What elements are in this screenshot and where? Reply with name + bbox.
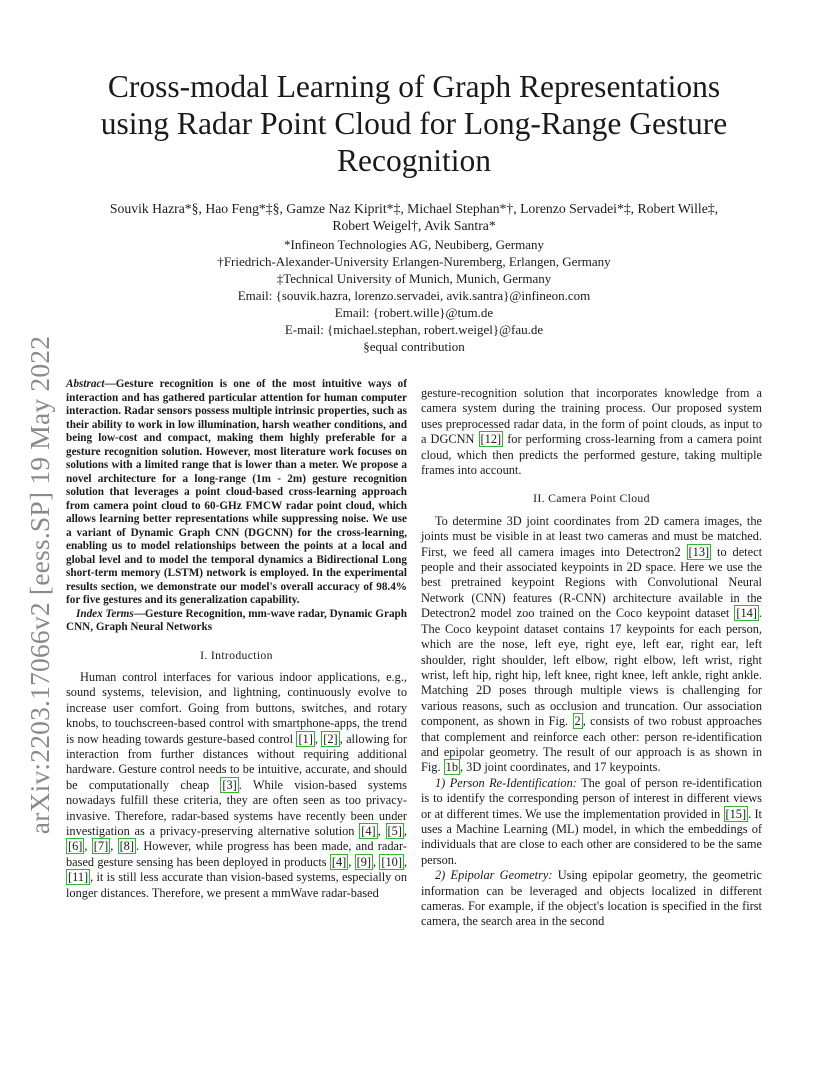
right-column <box>421 386 762 930</box>
email-3: E-mail: {michael.stephan, robert.weigel}@fau.de <box>284 322 544 337</box>
subsection-heading: 1) Person Re-Identification: <box>435 775 577 790</box>
text-run: , consists of two robust approaches that complement and reinforce each other: person re-identification and epipolar geometry. The result of our approach is as shown in Fig. <box>421 714 762 775</box>
author-line-2: Robert Weigel†, Avik Santra* <box>332 218 496 234</box>
affiliation-2: †Friedrich-Alexander-University Erlangen-Nuremberg, Erlangen, Germany <box>217 254 611 269</box>
text-run: , allowing for interaction from further distances without requiring additional hardware. Gesture control needs to be intuitive, accurate, and should be computationally cheap <box>66 731 407 792</box>
text-run: , <box>110 839 118 854</box>
figure-link[interactable]: 1b <box>445 760 458 775</box>
camera-paragraph <box>421 514 762 776</box>
citation-link[interactable]: [11] <box>68 870 89 885</box>
abstract-label: Abstract <box>66 378 105 390</box>
person-reid-paragraph <box>421 776 762 868</box>
text-run: The goal of person re-identification is to identify the corresponding person of interest in different views or at different times. We use the implementation provided in <box>421 775 762 821</box>
figure-link[interactable]: 2 <box>574 714 581 729</box>
intro-paragraph <box>66 670 407 901</box>
section-heading-camera-point-cloud: II. Camera Point Cloud <box>533 491 650 506</box>
citation-link[interactable]: [9] <box>356 854 372 869</box>
email-1: Email: {souvik.hazra, lorenzo.servadei, avik.santra}@infineon.com <box>237 288 591 303</box>
citation-link[interactable]: [4] <box>361 823 376 838</box>
text-run: . While vision-based systems nowadays fulfill these criteria, they are often seen as too privacy-invasive. Therefore, radar-based systems have recently been under investigation as a privacy-preserving alternative solution <box>66 777 407 838</box>
citation-link[interactable]: [2] <box>323 731 338 746</box>
equal-contribution-note: §equal contribution <box>363 339 465 354</box>
author-list <box>66 200 762 234</box>
text-run: , <box>314 731 322 746</box>
author-line-1: Souvik Hazra*§, Hao Feng*‡§, Gamze Naz Kiprit*‡, Michael Stephan*†, Lorenzo Servadei*‡, Robert Wille‡, <box>109 201 719 216</box>
citation-link[interactable]: [6] <box>68 839 83 854</box>
arxiv-stamp: arXiv:2203.17066v2 [eess.SP] 19 May 2022 <box>24 335 55 835</box>
affiliations <box>100 236 728 355</box>
text-run: for performing cross-learning from a camera point cloud, which then predicts the performed gesture, taking multiple frames into account. <box>421 432 762 478</box>
text-run: , 3D joint coordinates, and 17 keypoints. <box>459 760 661 775</box>
text-run: Using epipolar geometry, the geometric information can be leveraged and objects localized in different cameras. For example, if the object's location is specified in the first camera, the search area in the second <box>421 868 762 929</box>
text-run: , <box>403 823 407 838</box>
text-run: , <box>348 854 355 869</box>
citation-link[interactable]: [3] <box>222 777 237 792</box>
citation-link[interactable]: [7] <box>93 839 109 854</box>
paper-title: Cross-modal Learning of Graph Representations using Radar Point Cloud for Long-Range Gesture Recognition <box>100 69 728 178</box>
citation-link[interactable]: [1] <box>298 731 313 746</box>
citation-link[interactable]: [5] <box>387 823 402 838</box>
subsection-heading: 2) Epipolar Geometry: <box>435 868 553 883</box>
abstract <box>66 378 407 608</box>
citation-link[interactable]: [13] <box>688 544 710 559</box>
text-run: To determine 3D joint coordinates from 2D camera images, the joints must be visible in at least two cameras and must be matched. First, we feed all camera images into Detectron2 <box>421 513 762 559</box>
email-2: Email: {robert.wille}@tum.de <box>334 305 494 320</box>
affiliation-3: ‡Technical University of Munich, Munich, Germany <box>276 271 552 286</box>
text-run: gesture-recognition solution that incorporates knowledge from a camera system during the training process. Our proposed system uses preprocessed radar data, in the form of point clouds, as input to a DGCNN <box>421 386 762 447</box>
affiliation-1: *Infineon Technologies AG, Neubiberg, Germany <box>284 237 544 252</box>
text-run: . The Coco keypoint dataset contains 17 keypoints for each person, which are the nose, left eye, right eye, left ear, right ear, left shoulder, right shoulder, left elbow, right elbow, left wrist, right wrist, left hip, right hip, left knee, right knee, left ankle, right ankle. Matching 2D poses through multiple views is challenging for various reasons, such as occlusion and truncation. Our association component, as shown in Fig. <box>421 606 762 729</box>
citation-link[interactable]: [15] <box>725 806 747 821</box>
section-heading-introduction: I. Introduction <box>200 647 273 662</box>
epipolar-paragraph <box>421 868 762 930</box>
citation-link[interactable]: [4] <box>331 854 347 869</box>
index-terms-text: —Gesture Recognition, mm-wave radar, Dynamic Graph CNN, Graph Neural Networks <box>66 607 407 633</box>
left-column <box>66 378 407 901</box>
index-terms-label: Index Terms <box>76 607 134 620</box>
text-run: , <box>403 854 408 869</box>
text-run: , <box>373 854 380 869</box>
text-run: to detect people and their associated keypoints in 2D space. Here we use the best pretrained keypoint Regions with Convolutional Neural Network (CNN) features (R-CNN) architecture available in the Detectron2 model zoo trained on the Coco keypoint dataset <box>421 544 762 621</box>
citation-link[interactable]: [12] <box>480 432 502 447</box>
text-run: , <box>377 823 386 838</box>
text-run: , it is still less accurate than vision-based systems, especially on longer distances. Therefore, we present a mmWave radar-based <box>66 870 407 900</box>
citation-link[interactable]: [8] <box>119 839 134 854</box>
text-run: . It uses a Machine Learning (ML) model, in which the embeddings of individuals that are close to each other are considered to be the same person. <box>421 806 762 867</box>
citation-link[interactable]: [14] <box>736 606 757 621</box>
index-terms <box>66 608 407 635</box>
abstract-text: —Gesture recognition is one of the most intuitive ways of interaction and has gathered particular attention for human computer interaction. Radar sensors possess multiple intrinsic properties, such as their ability to work in low illumination, harsh weather conditions, and being low-cost and compact, making them highly preferable for a gesture recognition solution. However, most literature work focuses on solutions with a limited range that is lower than a meter. We propose a novel architecture for a long-range (1m - 2m) gesture recognition solution that leverages a point cloud-based cross-learning approach from camera point cloud to 60-GHz FMCW radar point cloud, which allows learning better representations while suppressing noise. We use a variant of Dynamic Graph CNN (DGCNN) for the cross-learning, enabling us to model relationships between the points at a local and global level and to model the temporal dynamics a Bidirectional Long short-term memory (LSTM) network is employed. In the experimental results section, we demonstrate our model's overall accuracy of 98.4% for five gestures and its generalization capability. <box>66 378 407 606</box>
text-run: . However, while progress has been made, and radar-based gesture sensing has been deployed in products <box>66 839 408 869</box>
text-run: Human control interfaces for various indoor applications, e.g., sound systems, television, and lightning, continuously evolve to increase user comfort. Going from buttons, switches, and rotary knobs, to touchscreen-based control with smartphone-apps, the trend is now heading towards gesture-based control <box>66 669 407 746</box>
text-run: , <box>84 839 92 854</box>
citation-link[interactable]: [10] <box>381 854 402 869</box>
intro-continuation <box>421 386 762 478</box>
